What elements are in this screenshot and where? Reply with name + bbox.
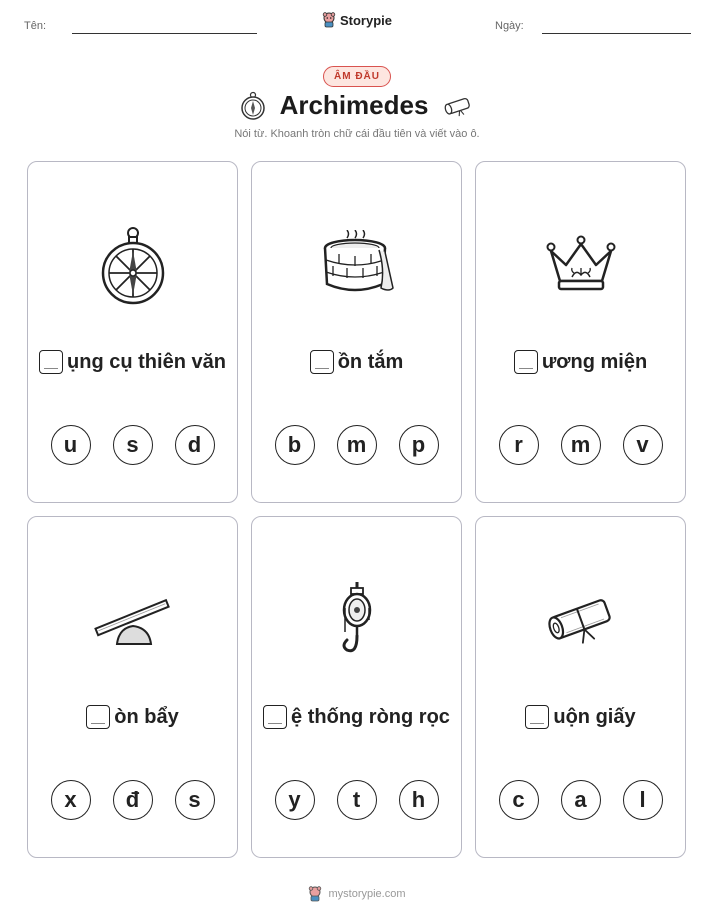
- lever-icon: [93, 592, 173, 648]
- answer-box[interactable]: [263, 705, 287, 729]
- word-text: uộn giấy: [553, 705, 636, 728]
- card-4: [27, 516, 238, 858]
- date-line[interactable]: [542, 33, 691, 34]
- footer: [0, 886, 714, 902]
- answer-box[interactable]: [525, 705, 549, 729]
- logo-text: Storypie: [339, 12, 392, 28]
- instructions: Nói từ. Khoanh tròn chữ cái đầu tiên và viết vào ô.: [234, 128, 480, 140]
- card-3: [475, 161, 686, 503]
- letter-choice[interactable]: r: [499, 425, 539, 465]
- category-badge: ÂM ĐẦU: [323, 66, 391, 87]
- footer-link[interactable]: mystorypie.com: [328, 888, 406, 900]
- card-2: [251, 161, 462, 503]
- word-text: ương miện: [541, 350, 648, 373]
- crown-icon: [546, 235, 616, 295]
- letter-choice[interactable]: u: [51, 425, 91, 465]
- letter-choice[interactable]: l: [623, 780, 663, 820]
- answer-box[interactable]: [86, 705, 110, 729]
- letter-choice[interactable]: m: [561, 425, 601, 465]
- word-text: òn bẩy: [114, 705, 179, 728]
- letter-choice[interactable]: x: [51, 780, 91, 820]
- date-label: Ngày:: [495, 20, 524, 32]
- answer-box[interactable]: [514, 350, 538, 374]
- answer-box[interactable]: [39, 350, 63, 374]
- scroll-icon: [543, 592, 619, 648]
- storypie-mascot-icon: [322, 12, 336, 28]
- card-6: [475, 516, 686, 858]
- letter-choice[interactable]: s: [175, 780, 215, 820]
- compass-icon: [240, 91, 266, 121]
- page-title: Archimedes: [279, 90, 429, 120]
- letter-choice[interactable]: a: [561, 780, 601, 820]
- storypie-mascot-icon: [308, 886, 322, 902]
- card-5: [251, 516, 462, 858]
- bathtub-well-icon: [319, 230, 395, 300]
- word-text: ệ thống ròng rọc: [291, 705, 450, 728]
- letter-choice[interactable]: đ: [113, 780, 153, 820]
- letter-choice[interactable]: m: [337, 425, 377, 465]
- letter-choice[interactable]: h: [399, 780, 439, 820]
- word-text: ồn tắm: [337, 350, 404, 373]
- letter-choice[interactable]: s: [113, 425, 153, 465]
- letter-choice[interactable]: d: [175, 425, 215, 465]
- card-1: [27, 161, 238, 503]
- letter-choice[interactable]: c: [499, 780, 539, 820]
- compass-icon: [98, 225, 168, 305]
- letter-choice[interactable]: b: [275, 425, 315, 465]
- name-label: Tên:: [24, 20, 47, 32]
- answer-box[interactable]: [310, 350, 334, 374]
- letter-choice[interactable]: v: [623, 425, 663, 465]
- letter-choice[interactable]: t: [337, 780, 377, 820]
- word-text: ụng cụ thiên văn: [67, 350, 226, 373]
- letter-choice[interactable]: y: [275, 780, 315, 820]
- letter-choice[interactable]: p: [399, 425, 439, 465]
- name-line[interactable]: [72, 33, 257, 34]
- logo: [0, 12, 714, 33]
- pulley-icon: [337, 580, 377, 660]
- scroll-icon: [442, 94, 474, 118]
